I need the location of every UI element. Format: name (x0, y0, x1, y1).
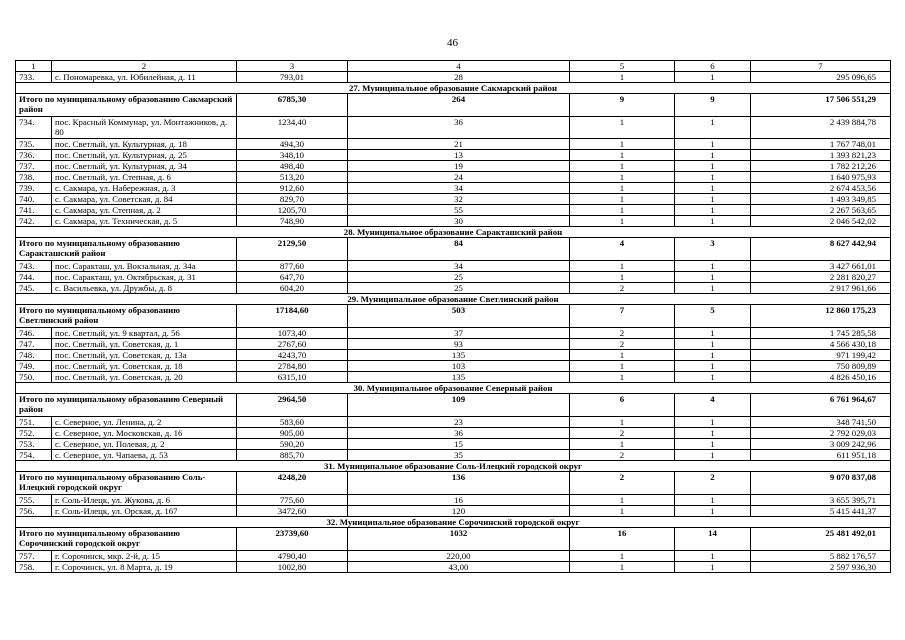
row-area: 1073,40 (237, 328, 348, 339)
table-row (16, 506, 891, 517)
row-area: 3472,60 (237, 506, 348, 517)
total-label: Итого по муниципальному образованию Северный район (16, 394, 237, 417)
row-col5: 1 (570, 172, 675, 183)
row-sum: 1 493 349,85 (751, 194, 891, 205)
row-col5: 2 (570, 328, 675, 339)
row-col6: 1 (675, 194, 751, 205)
row-number: 753. (16, 439, 52, 450)
row-area: 748,90 (237, 216, 348, 227)
row-col5: 1 (570, 272, 675, 283)
row-number: 735. (16, 139, 52, 150)
row-address: пос. Светлый, ул. Советская, д. 18 (52, 361, 237, 372)
table-row (16, 272, 891, 283)
row-address: с. Васильевка, ул. Дружбы, д. 8 (52, 283, 237, 294)
row-col6: 1 (675, 372, 751, 383)
section-title: 29. Муниципальное образование Светлинский район (16, 294, 891, 305)
row-col6: 1 (675, 562, 751, 573)
table-row (16, 216, 891, 227)
total-col5: 2 (570, 472, 675, 495)
row-number: 749. (16, 361, 52, 372)
row-sum: 4 566 430,18 (751, 339, 891, 350)
row-sum: 750 809,89 (751, 361, 891, 372)
row-number: 734. (16, 117, 52, 139)
total-people: 84 (348, 238, 570, 261)
row-sum: 2 792 029,03 (751, 428, 891, 439)
row-col6: 1 (675, 495, 751, 506)
total-col5: 16 (570, 528, 675, 551)
row-number: 758. (16, 562, 52, 573)
row-address: г. Соль-Илецк, ул. Орская, д. 167 (52, 506, 237, 517)
table-row (16, 417, 891, 428)
row-number: 754. (16, 450, 52, 461)
table-row (16, 495, 891, 506)
table-row (16, 139, 891, 150)
row-sum: 1 393 821,23 (751, 150, 891, 161)
total-col5: 7 (570, 305, 675, 328)
row-people: 36 (348, 117, 570, 139)
row-col5: 1 (570, 350, 675, 361)
row-people: 15 (348, 439, 570, 450)
row-sum: 2 281 820,27 (751, 272, 891, 283)
row-sum: 1 640 975,93 (751, 172, 891, 183)
row-people: 21 (348, 139, 570, 150)
row-address: с. Пономаревка, ул. Юбилейная, д. 11 (52, 72, 237, 83)
row-area: 877,60 (237, 261, 348, 272)
row-area: 793,01 (237, 72, 348, 83)
row-col5: 1 (570, 439, 675, 450)
table-row (16, 194, 891, 205)
table-row (16, 339, 891, 350)
row-col6: 1 (675, 439, 751, 450)
row-people: 37 (348, 328, 570, 339)
row-people: 32 (348, 194, 570, 205)
total-row (16, 94, 891, 117)
total-people: 109 (348, 394, 570, 417)
row-area: 2784,80 (237, 361, 348, 372)
row-people: 13 (348, 150, 570, 161)
row-col5: 1 (570, 150, 675, 161)
row-area: 494,30 (237, 139, 348, 150)
row-col6: 1 (675, 117, 751, 139)
row-area: 498,40 (237, 161, 348, 172)
row-area: 4790,40 (237, 551, 348, 562)
row-people: 135 (348, 372, 570, 383)
row-col6: 1 (675, 428, 751, 439)
total-row (16, 238, 891, 261)
row-col6: 1 (675, 450, 751, 461)
row-area: 348,10 (237, 150, 348, 161)
row-address: пос. Саракташ, ул. Вокзальная, д. 34а (52, 261, 237, 272)
section-header-row (16, 227, 891, 238)
table-row (16, 562, 891, 573)
row-col6: 1 (675, 205, 751, 216)
row-address: с. Сакмара, ул. Степная, д. 2 (52, 205, 237, 216)
row-address: пос. Светлый, ул. Культурная, д. 25 (52, 150, 237, 161)
header-cell: 2 (52, 61, 237, 72)
row-address: с. Сакмара, ул. Советская, д. 84 (52, 194, 237, 205)
row-number: 736. (16, 150, 52, 161)
row-address: с. Северное, ул. Чапаева, д. 53 (52, 450, 237, 461)
row-people: 28 (348, 72, 570, 83)
total-col6: 2 (675, 472, 751, 495)
row-address: пос. Светлый, ул. Советская, д. 1 (52, 339, 237, 350)
row-col6: 1 (675, 150, 751, 161)
row-sum: 5 882 176,57 (751, 551, 891, 562)
row-number: 757. (16, 551, 52, 562)
row-area: 604,20 (237, 283, 348, 294)
total-col5: 6 (570, 394, 675, 417)
page-number: 46 (447, 37, 458, 49)
total-col5: 9 (570, 94, 675, 117)
row-area: 1234,40 (237, 117, 348, 139)
row-col5: 1 (570, 194, 675, 205)
row-sum: 2 674 453,56 (751, 183, 891, 194)
row-col6: 1 (675, 506, 751, 517)
row-sum: 971 199,42 (751, 350, 891, 361)
row-col5: 2 (570, 450, 675, 461)
total-label: Итого по муниципальному образованию Светлинский район (16, 305, 237, 328)
row-col6: 1 (675, 272, 751, 283)
row-number: 752. (16, 428, 52, 439)
row-col5: 1 (570, 216, 675, 227)
table-row (16, 372, 891, 383)
total-sum: 25 481 492,01 (751, 528, 891, 551)
row-people: 36 (348, 428, 570, 439)
row-col6: 1 (675, 417, 751, 428)
row-number: 746. (16, 328, 52, 339)
row-col5: 1 (570, 139, 675, 150)
row-people: 16 (348, 495, 570, 506)
total-people: 264 (348, 94, 570, 117)
row-address: пос. Светлый, ул. Степная, д. 6 (52, 172, 237, 183)
row-number: 733. (16, 72, 52, 83)
row-people: 43,00 (348, 562, 570, 573)
section-title: 28. Муниципальное образование Саракташский район (16, 227, 891, 238)
row-area: 2767,60 (237, 339, 348, 350)
row-col6: 1 (675, 139, 751, 150)
row-col5: 1 (570, 361, 675, 372)
row-number: 756. (16, 506, 52, 517)
row-area: 1002,80 (237, 562, 348, 573)
row-area: 905,00 (237, 428, 348, 439)
total-people: 503 (348, 305, 570, 328)
total-sum: 9 070 837,08 (751, 472, 891, 495)
row-area: 4243,70 (237, 350, 348, 361)
row-col6: 1 (675, 350, 751, 361)
row-number: 741. (16, 205, 52, 216)
row-number: 747. (16, 339, 52, 350)
row-people: 220,00 (348, 551, 570, 562)
row-sum: 5 415 441,37 (751, 506, 891, 517)
row-col5: 1 (570, 551, 675, 562)
row-sum: 2 917 961,66 (751, 283, 891, 294)
row-people: 120 (348, 506, 570, 517)
total-area: 17184,60 (237, 305, 348, 328)
table-row (16, 450, 891, 461)
row-col6: 1 (675, 161, 751, 172)
header-cell: 6 (675, 61, 751, 72)
total-col6: 14 (675, 528, 751, 551)
table-row (16, 150, 891, 161)
row-col6: 1 (675, 261, 751, 272)
table-row (16, 205, 891, 216)
section-header-row (16, 294, 891, 305)
row-number: 748. (16, 350, 52, 361)
total-row (16, 305, 891, 328)
column-number-header-row (16, 61, 891, 72)
row-area: 1205,70 (237, 205, 348, 216)
row-number: 739. (16, 183, 52, 194)
header-cell: 7 (751, 61, 891, 72)
total-row (16, 472, 891, 495)
row-col5: 2 (570, 428, 675, 439)
table-row (16, 439, 891, 450)
row-people: 25 (348, 283, 570, 294)
row-col5: 1 (570, 261, 675, 272)
row-sum: 611 951,18 (751, 450, 891, 461)
row-col6: 1 (675, 216, 751, 227)
row-number: 743. (16, 261, 52, 272)
row-sum: 1 767 748,01 (751, 139, 891, 150)
row-sum: 2 597 936,30 (751, 562, 891, 573)
row-people: 34 (348, 183, 570, 194)
total-col6: 3 (675, 238, 751, 261)
row-col6: 1 (675, 172, 751, 183)
total-label: Итого по муниципальному образованию Сакмарский район (16, 94, 237, 117)
row-area: 829,70 (237, 194, 348, 205)
row-number: 744. (16, 272, 52, 283)
row-people: 25 (348, 272, 570, 283)
row-sum: 2 267 563,65 (751, 205, 891, 216)
total-area: 6785,30 (237, 94, 348, 117)
section-title: 30. Муниципальное образование Северный район (16, 383, 891, 394)
row-people: 55 (348, 205, 570, 216)
row-address: пос. Светлый, ул. Советская, д. 20 (52, 372, 237, 383)
row-people: 34 (348, 261, 570, 272)
table-row (16, 361, 891, 372)
table-row (16, 172, 891, 183)
table-row (16, 350, 891, 361)
row-number: 742. (16, 216, 52, 227)
total-area: 2964,50 (237, 394, 348, 417)
header-cell: 3 (237, 61, 348, 72)
row-number: 755. (16, 495, 52, 506)
row-col6: 1 (675, 339, 751, 350)
row-sum: 3 655 395,71 (751, 495, 891, 506)
row-col5: 1 (570, 72, 675, 83)
row-address: г. Соль-Илецк, ул. Жукова, д. 6 (52, 495, 237, 506)
header-cell: 4 (348, 61, 570, 72)
row-address: пос. Саракташ, ул. Октябрьская, д. 31 (52, 272, 237, 283)
row-sum: 4 826 450,16 (751, 372, 891, 383)
row-col5: 1 (570, 372, 675, 383)
table-row (16, 161, 891, 172)
table-body (16, 61, 891, 573)
row-number: 740. (16, 194, 52, 205)
section-title: 32. Муниципальное образование Сорочинский городской округ (16, 517, 891, 528)
row-address: с. Сакмара, ул. Техническая, д. 5 (52, 216, 237, 227)
row-col5: 1 (570, 506, 675, 517)
section-header-row (16, 461, 891, 472)
total-col6: 4 (675, 394, 751, 417)
total-label: Итого по муниципальному образованию Соль-Илецкий городской округ (16, 472, 237, 495)
row-number: 738. (16, 172, 52, 183)
row-sum: 348 741,50 (751, 417, 891, 428)
table-row (16, 183, 891, 194)
row-address: пос. Красный Коммунар, ул. Монтажников, д. 80 (52, 117, 237, 139)
row-address: с. Северное, ул. Полевая, д. 2 (52, 439, 237, 450)
row-number: 737. (16, 161, 52, 172)
row-people: 93 (348, 339, 570, 350)
row-people: 30 (348, 216, 570, 227)
row-address: пос. Светлый, ул. Культурная, д. 34 (52, 161, 237, 172)
total-label: Итого по муниципальному образованию Саракташский район (16, 238, 237, 261)
total-col5: 4 (570, 238, 675, 261)
total-sum: 6 761 964,67 (751, 394, 891, 417)
row-col5: 1 (570, 183, 675, 194)
row-col5: 2 (570, 283, 675, 294)
row-area: 583,60 (237, 417, 348, 428)
row-col6: 1 (675, 183, 751, 194)
row-sum: 3 009 242,96 (751, 439, 891, 450)
row-people: 23 (348, 417, 570, 428)
row-area: 885,70 (237, 450, 348, 461)
row-people: 19 (348, 161, 570, 172)
row-address: пос. Светлый, ул. Советская, д. 13а (52, 350, 237, 361)
row-address: г. Сорочинск, ул. 8 Марта, д. 19 (52, 562, 237, 573)
row-sum: 2 046 542,02 (751, 216, 891, 227)
row-area: 775,60 (237, 495, 348, 506)
table-row (16, 551, 891, 562)
total-people: 136 (348, 472, 570, 495)
row-number: 750. (16, 372, 52, 383)
row-sum: 295 096,65 (751, 72, 891, 83)
total-sum: 8 627 442,94 (751, 238, 891, 261)
row-area: 513,20 (237, 172, 348, 183)
row-area: 6315,10 (237, 372, 348, 383)
row-col5: 1 (570, 562, 675, 573)
total-row (16, 528, 891, 551)
section-header-row (16, 517, 891, 528)
row-col6: 1 (675, 328, 751, 339)
row-address: с. Северное, ул. Ленина, д. 2 (52, 417, 237, 428)
row-col6: 1 (675, 283, 751, 294)
row-number: 745. (16, 283, 52, 294)
registry-table-container (15, 60, 890, 573)
row-address: г. Сорочинск, мкр. 2-й, д. 15 (52, 551, 237, 562)
row-area: 912,60 (237, 183, 348, 194)
header-cell: 5 (570, 61, 675, 72)
row-number: 751. (16, 417, 52, 428)
total-label: Итого по муниципальному образованию Сорочинский городской округ (16, 528, 237, 551)
table-row (16, 117, 891, 139)
row-people: 135 (348, 350, 570, 361)
section-header-row (16, 83, 891, 94)
row-col6: 1 (675, 72, 751, 83)
row-address: с. Сакмара, ул. Набережная, д. 3 (52, 183, 237, 194)
section-title: 31. Муниципальное образование Соль-Илецкий городской округ (16, 461, 891, 472)
row-col5: 1 (570, 417, 675, 428)
registry-table (15, 60, 891, 573)
table-row (16, 261, 891, 272)
row-address: пос. Светлый, ул. 9 квартал, д. 56 (52, 328, 237, 339)
total-col6: 9 (675, 94, 751, 117)
row-col5: 1 (570, 117, 675, 139)
total-col6: 5 (675, 305, 751, 328)
row-people: 24 (348, 172, 570, 183)
row-people: 103 (348, 361, 570, 372)
table-row (16, 328, 891, 339)
section-header-row (16, 383, 891, 394)
total-area: 4248,20 (237, 472, 348, 495)
total-area: 23739,60 (237, 528, 348, 551)
total-area: 2129,50 (237, 238, 348, 261)
row-sum: 2 439 884,78 (751, 117, 891, 139)
row-area: 590,20 (237, 439, 348, 450)
total-sum: 12 860 175,23 (751, 305, 891, 328)
row-area: 647,70 (237, 272, 348, 283)
row-sum: 1 782 212,26 (751, 161, 891, 172)
row-sum: 1 745 285,58 (751, 328, 891, 339)
row-col5: 1 (570, 205, 675, 216)
table-row (16, 283, 891, 294)
total-sum: 17 506 551,29 (751, 94, 891, 117)
total-people: 1032 (348, 528, 570, 551)
row-col5: 1 (570, 161, 675, 172)
row-col6: 1 (675, 551, 751, 562)
row-col6: 1 (675, 361, 751, 372)
row-col5: 1 (570, 495, 675, 506)
row-address: пос. Светлый, ул. Культурная, д. 18 (52, 139, 237, 150)
row-people: 35 (348, 450, 570, 461)
section-title: 27. Муниципальное образование Сакмарский район (16, 83, 891, 94)
total-row (16, 394, 891, 417)
row-col5: 2 (570, 339, 675, 350)
table-row (16, 428, 891, 439)
table-row (16, 72, 891, 83)
row-sum: 3 427 661,01 (751, 261, 891, 272)
row-address: с. Северное, ул. Московская, д. 16 (52, 428, 237, 439)
header-cell: 1 (16, 61, 52, 72)
